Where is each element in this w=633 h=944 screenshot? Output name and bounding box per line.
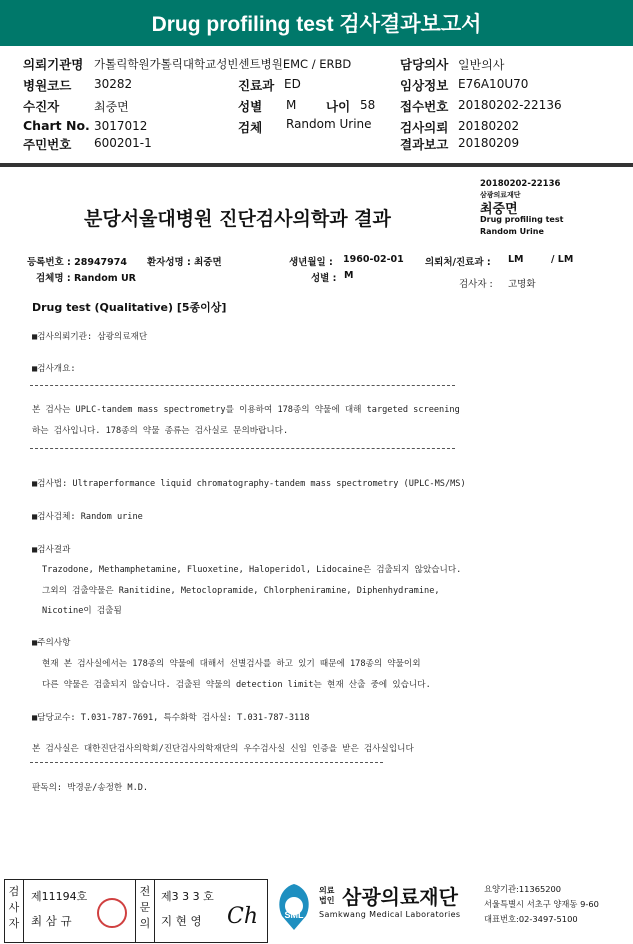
label-report-date: 결과보고 [400,137,449,152]
section-title: Drug test (Qualitative) [5종이상] [32,301,227,314]
tester-name: 최 삼 규 [31,914,72,928]
tester-license-no: 제11194호 [31,890,88,903]
specimen-line: ■검사검체: Random urine [32,512,143,522]
value-patient: 최중면 [94,100,129,114]
patient-name: 환자성명 : 최중면 [147,257,222,268]
dept-value-1: LM [508,254,524,265]
sample-label [478,175,598,241]
caution-line-1: 현재 본 검사실에서는 178종의 약물에 대해서 선별검사를 하고 있기 때문에 178종의 약물이외 [42,659,421,669]
label-specimen: Random Urine [480,227,544,236]
value-age: 58 [360,98,376,112]
dob-value: 1960-02-01 [343,254,404,265]
tester-value: 고명화 [508,279,536,290]
org-name: 삼광의료재단 [342,885,458,909]
result-line-1: Trazodone, Methamphetamine, Fluoxetine, Haloperidol, Lidocaine은 검출되지 않았습니다. [42,565,462,575]
overview-line-2: 하는 검사입니다. 178종의 약물 종류는 검사실로 문의바랍니다. [32,426,289,436]
dept-label: 의뢰처/진료과 : [425,257,491,268]
label-org: 삼광의료재단 [480,191,521,199]
dob-label: 생년월일 : [289,257,333,268]
label-resident-no: 주민번호 [23,137,72,152]
value-clinical-info: E76A10U70 [458,77,529,91]
label-hospital-code: 병원코드 [23,78,72,93]
value-request-date: 20180202 [458,119,520,133]
value-report-date: 20180209 [458,136,520,150]
report-title: 분당서울대병원 진단검사의학과 결과 [84,208,391,230]
label-receipt-no: 접수번호 [400,99,449,114]
label-receipt-no: 20180202-22136 [480,179,561,189]
phone: 대표번호:02-3497-5100 [484,914,578,924]
value-resident-no: 600201-1 [94,136,152,150]
specialist-vertical-label: 전문의 [135,880,155,942]
label-sex: 성별 [238,99,263,114]
caution-line-2: 다른 약물은 검출되지 않습니다. 검출된 약물의 detection limit는 현재 산출 중에 있습니다. [42,680,431,690]
sex-value: M [344,270,354,281]
result-line-2: 그외의 검출약물은 Ranitidine, Metoclopramide, Chlorpheniramine, Diphenhydramine, [42,586,440,596]
reg-no: 등록번호 : 28947974 [27,257,128,268]
value-sex: M [286,98,297,112]
agency-line: ■검사의뢰기관: 삼광의료재단 [32,332,148,342]
specimen-name: 검체명 : Random UR [36,273,136,284]
seal-icon [97,898,127,928]
header-divider [0,163,633,167]
value-specimen: Random Urine [286,117,372,131]
signature-icon: Ch [227,904,259,929]
sml-logo-icon [272,882,316,932]
value-doctor: 일반의사 [458,58,505,72]
caution-heading: ■주의사항 [32,638,71,648]
institution-code: 요양기관:11365200 [484,884,562,894]
label-doctor: 담당의사 [400,57,449,72]
signature-box [4,879,268,943]
org-prefix: 의료 법인 [319,886,335,905]
value-department: ED [284,77,301,91]
dept-value-2: / LM [551,254,574,265]
label-specimen: 검체 [238,120,263,135]
address: 서울특별시 서초구 양재동 9-60 [484,899,599,909]
value-receipt-no: 20180202-22136 [458,98,562,112]
overview-line-1: 본 검사는 UPLC-tandem mass spectrometry를 이용하여 178종의 약물에 대해 targeted screening [32,405,460,415]
org-english: Samkwang Medical Laboratories [319,910,461,919]
tester-vertical-label: 검사자 [5,880,24,942]
label-test: Drug profiling test [480,215,564,224]
report-banner: Drug profiling test 검사결과보고서 [0,0,633,46]
logo-abbr: SML [284,910,304,920]
result-heading: ■검사결과 [32,545,71,555]
footer [0,874,633,944]
divider [30,385,455,386]
value-requester: 가톨릭학원가톨릭대학교성빈센트병원EMC / ERBD [94,57,352,71]
value-chart-no: 3017012 [94,119,148,133]
method-line: ■검사법: Ultraperformance liquid chromatography-tandem mass spectrometry (UPLC-MS/MS) [32,479,466,489]
overview-heading: ■검사개요: [32,364,76,374]
reader-line: 판독의: 박경운/송정한 M.D. [32,783,149,793]
label-request-date: 검사의뢰 [400,120,449,135]
label-requester: 의뢰기관명 [23,57,84,72]
label-patient-name: 최중면 [480,202,518,217]
label-chart-no: Chart No. [23,118,90,133]
specialist-license-no: 제3 3 3 호 [161,890,214,903]
label-department: 진료과 [238,78,275,93]
label-clinical-info: 임상정보 [400,78,449,93]
label-age: 나이 [326,99,351,114]
label-patient: 수진자 [23,99,60,114]
contact-line: ■담당교수: T.031-787-7691, 특수화학 검사실: T.031-787-3118 [32,713,310,723]
specialist-name: 지 현 영 [161,914,202,928]
value-hospital-code: 30282 [94,77,133,91]
divider [30,448,455,449]
sex-label: 성별 : [311,273,337,284]
result-line-3: Nicotine이 검출됨 [42,606,122,616]
divider [30,762,383,763]
certification-line: 본 검사실은 대한진단검사의학회/진단검사의학재단의 우수검사실 신임 인증을 받은 검사실입니다 [32,744,414,754]
tester-label: 검사자 : [459,279,493,290]
